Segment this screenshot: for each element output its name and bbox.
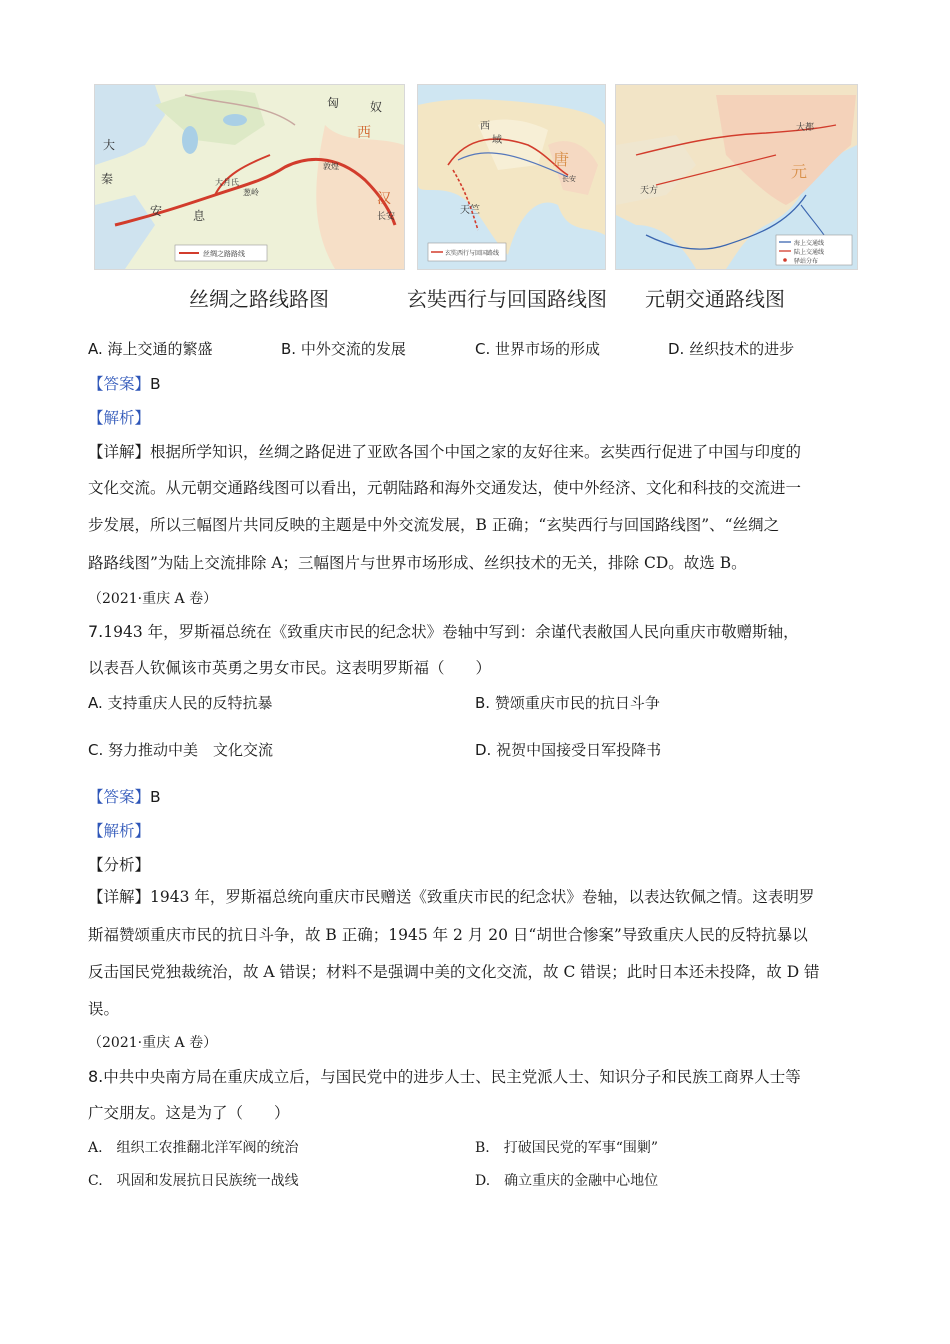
q7-stem-line2: 以表吾人钦佩该市英勇之男女市民。这表明罗斯福（ ） <box>88 659 492 677</box>
q6-detail-line: 步发展，所以三幅图片共同反映的主题是中外交流发展，B 正确；“玄奘西行与回国路线图”、“丝绸之 <box>88 516 780 534</box>
map-caption-xuanzang: 玄奘西行与回国路线图 <box>407 287 607 311</box>
map3-legend: 驿站分布 <box>794 258 819 265</box>
q6-analysis-tag: 【解析】 <box>88 409 151 427</box>
q6-option-b: B. 中外交流的发展 <box>281 340 406 358</box>
map2-label: 西 <box>480 121 490 132</box>
answer-value: B <box>150 375 161 393</box>
q8-option-b: B. 打破国民党的军事“围剿” <box>475 1140 659 1156</box>
map2-label: 长安 <box>562 175 576 183</box>
q8-option-a: A. 组织工农推翻北洋军阀的统治 <box>88 1140 299 1156</box>
q7-stem-line1 <box>88 621 799 643</box>
q7-answer <box>88 786 161 808</box>
q7-detail-line: 反击国民党独裁统治，故 A 错误；材料不是强调中美的文化交流，故 C 错误；此时日本还未投降，故 D 错 <box>88 963 820 981</box>
map2-legend: 玄奘西行与回国路线 <box>445 250 500 257</box>
map-xuanzang-image <box>418 85 605 269</box>
q7-detail-line: 斯福赞颂重庆市民的抗日斗争，故 B 正确；1945 年 2 月 20 日“胡世合惨案”导致重庆人民的反特抗暴以 <box>88 926 808 944</box>
q7-detail-line: 【详解】1943 年，罗斯福总统向重庆市民赠送《致重庆市民的纪念状》卷轴，以表达钦佩之情。这表明罗 <box>88 888 815 906</box>
q6-option-a: A. 海上交通的繁盛 <box>88 340 213 358</box>
map2-label: 唐 <box>553 150 570 169</box>
map-caption-silk-road: 丝绸之路线路图 <box>189 287 329 311</box>
q7-stem-text: 1943 年，罗斯福总统在《致重庆市民的纪念状》卷轴中写到：余谨代表敝国人民向重庆市敬赠斯轴， <box>103 623 799 641</box>
answer-tag: 【答案】 <box>88 375 151 393</box>
map-xuanzang <box>417 84 606 270</box>
q7-option-d: D. 祝贺中国接受日军投降书 <box>475 741 662 759</box>
map1-label: 秦 <box>101 172 114 186</box>
map1-label: 葱岭 <box>243 188 259 197</box>
map-yuan-image <box>616 85 857 269</box>
map1-label: 大 <box>103 138 116 152</box>
answer-tag: 【答案】 <box>88 788 151 806</box>
map1-label: 奴 <box>370 100 383 114</box>
q6-answer <box>88 373 161 395</box>
map3-legend: 陆上交通线 <box>794 249 825 256</box>
q8-stem-line1 <box>88 1066 801 1088</box>
map1-label: 大月氏 <box>215 178 239 187</box>
map3-label: 天方 <box>640 186 659 196</box>
map-yuan <box>615 84 858 270</box>
map1-label: 敦煌 <box>323 162 339 171</box>
q6-option-c: C. 世界市场的形成 <box>475 340 601 358</box>
q7-source: （2021·重庆 A 卷） <box>88 591 218 607</box>
q7-analysis-tag: 【解析】 <box>88 822 151 840</box>
q8-number: 8. <box>88 1067 104 1086</box>
q8-source: （2021·重庆 A 卷） <box>88 1035 218 1051</box>
map1-legend: 丝绸之路路线 <box>203 250 245 258</box>
q7-option-a: A. 支持重庆人民的反特抗暴 <box>88 694 273 712</box>
answer-value: B <box>150 788 161 806</box>
map1-label: 长安 <box>377 212 396 222</box>
q8-option-c: C. 巩固和发展抗日民族统一战线 <box>88 1173 299 1189</box>
map3-legend: 海上交通线 <box>794 240 825 247</box>
map2-label: 域 <box>492 135 502 146</box>
map1-label: 安 <box>150 204 163 218</box>
map3-label: 大都 <box>796 123 815 133</box>
map1-label: 西 <box>357 125 371 141</box>
map-silk-road <box>94 84 405 270</box>
q6-detail-line: 【详解】根据所学知识，丝绸之路促进了亚欧各国个中国之家的友好往来。玄奘西行促进了中国与印度的 <box>88 443 802 461</box>
q8-option-d: D. 确立重庆的金融中心地位 <box>475 1173 659 1189</box>
map-caption-yuan: 元朝交通路线图 <box>645 287 785 311</box>
q7-number: 7. <box>88 622 104 641</box>
map1-label: 汉 <box>377 191 391 207</box>
q8-stem-text: 中共中央南方局在重庆成立后，与国民党中的进步人士、民主党派人士、知识分子和民族工商界人士等 <box>103 1068 801 1086</box>
map1-label: 息 <box>193 209 206 223</box>
q7-fenxi-tag: 【分析】 <box>88 856 151 874</box>
q7-option-c: C. 努力推动中美 文化交流 <box>88 741 274 759</box>
q7-detail-line: 误。 <box>88 1000 120 1018</box>
q6-detail-line: 路路线图”为陆上交流排除 A；三幅图片与世界市场形成、丝织技术的无关，排除 CD。故选 B。 <box>88 554 747 572</box>
map2-label: 天竺 <box>460 205 480 216</box>
map3-label: 元 <box>791 162 808 181</box>
q8-stem-line2: 广交朋友。这是为了（ ） <box>88 1104 290 1122</box>
q7-option-b: B. 赞颂重庆市民的抗日斗争 <box>475 694 660 712</box>
map1-label: 匈 <box>327 96 340 110</box>
map-silk-road-image <box>95 85 404 269</box>
q6-option-d: D. 丝织技术的进步 <box>668 340 795 358</box>
q6-detail-line: 文化交流。从元朝交通路线图可以看出，元朝陆路和海外交通发达，使中外经济、文化和科技的交流进一 <box>88 479 802 497</box>
